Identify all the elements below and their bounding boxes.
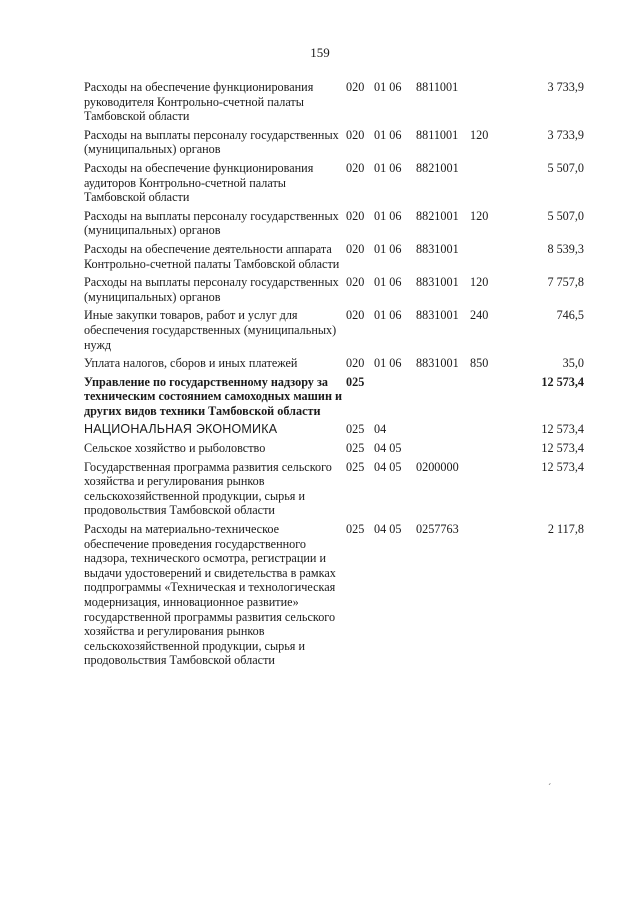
table-row (84, 460, 584, 522)
row-name: Управление по государственному надзору за техническим состоянием самоходных машин и других видов техники Тамбовской области (84, 374, 343, 418)
row-amount: 35,0 (562, 356, 584, 371)
row-amount: 5 507,0 (547, 160, 584, 175)
row-amount: 7 757,8 (547, 275, 584, 290)
row-amount: 3 733,9 (547, 80, 584, 94)
table-row (84, 522, 584, 672)
row-amount: 12 573,4 (541, 441, 584, 456)
row-name: Сельское хозяйство и рыболовство (84, 441, 266, 456)
table-row (84, 209, 584, 242)
row-ved-code: 025 (346, 459, 365, 474)
table-row (84, 80, 584, 128)
table-row (84, 375, 584, 423)
row-expense-type-code (470, 422, 506, 441)
row-expense-type-code (470, 161, 506, 209)
table-row (84, 441, 584, 460)
row-ved-code: 020 (346, 160, 365, 175)
row-ved-code: 025 (346, 441, 365, 456)
row-section-code: 04 05 (374, 441, 402, 456)
row-section-code: 01 06 (374, 160, 402, 175)
row-expense-type-code (470, 375, 506, 423)
row-section-code: 04 05 (374, 522, 402, 537)
row-target-code (416, 422, 470, 441)
row-amount: 8 539,3 (547, 241, 584, 256)
table-row (84, 275, 584, 308)
row-ved-code: 020 (346, 308, 365, 323)
row-section-code (374, 375, 416, 423)
row-name: Расходы на выплаты персоналу государственных (муниципальных) органов (84, 275, 339, 304)
row-section-code: 04 05 (374, 459, 402, 474)
row-target-code: 8811001 (416, 80, 459, 94)
row-expense-type-code: 240 (470, 308, 489, 323)
row-name: Иные закупки товаров, работ и услуг для обеспечения государственных (муниципальных) нужд (84, 308, 337, 352)
row-name: Расходы на обеспечение функционирования аудиторов Контрольно-счетной палаты Тамбовской области (84, 160, 314, 205)
row-ved-code: 020 (346, 241, 365, 256)
row-amount: 746,5 (556, 308, 584, 323)
row-amount: 3 733,9 (547, 127, 584, 142)
row-expense-type-code: 120 (470, 275, 489, 290)
row-target-code: 8831001 (416, 356, 459, 371)
row-name: Расходы на материально-техническое обеспечение проведения государственного надзора, технического осмотра, регистрации и выдачи удостоверений и свидетельства в рамках подпрограммы «Техническая и технологическая модернизация, инновационное развитие» государственной программы развития сельского хозяйства и регулирования рынков сельскохозяйственной продукции, сырья и продовольствия Тамбовской области (84, 522, 336, 668)
row-amount: 12 573,4 (541, 459, 584, 474)
row-ved-code: 025 (346, 374, 365, 389)
row-expense-type-code (470, 522, 506, 672)
row-amount: 2 117,8 (547, 522, 584, 537)
row-name: Расходы на выплаты персоналу государственных (муниципальных) органов (84, 127, 339, 157)
table-row (84, 242, 584, 275)
row-section-code: 01 06 (374, 127, 402, 142)
row-name: НАЦИОНАЛЬНАЯ ЭКОНОМИКА (84, 422, 278, 437)
budget-table (84, 80, 584, 672)
row-ved-code: 020 (346, 127, 365, 142)
row-section-code: 01 06 (374, 241, 402, 256)
row-expense-type-code (470, 460, 506, 522)
row-target-code: 8831001 (416, 241, 459, 256)
row-ved-code: 020 (346, 208, 365, 223)
row-target-code: 8831001 (416, 308, 459, 323)
row-target-code (416, 441, 470, 460)
table-row (84, 356, 584, 375)
table-row (84, 422, 584, 441)
row-expense-type-code: 850 (470, 356, 489, 371)
row-section-code: 01 06 (374, 208, 402, 223)
row-target-code: 0200000 (416, 459, 459, 474)
row-target-code: 0257763 (416, 522, 459, 537)
row-section-code: 01 06 (374, 275, 402, 290)
row-section-code: 01 06 (374, 80, 402, 94)
budget-table-body (84, 80, 584, 672)
row-expense-type-code (470, 441, 506, 460)
row-name: Расходы на обеспечение деятельности аппарата Контрольно-счетной палаты Тамбовской области (84, 241, 340, 271)
row-section-code: 04 (374, 422, 387, 437)
row-amount: 12 573,4 (541, 374, 584, 389)
scan-mark: ˊ (548, 783, 552, 794)
row-amount: 12 573,4 (541, 422, 584, 437)
row-ved-code: 020 (346, 275, 365, 290)
row-name: Расходы на выплаты персоналу государственных (муниципальных) органов (84, 208, 339, 238)
row-name: Расходы на обеспечение функционирования руководителя Контрольно-счетной палаты Тамбовской области (84, 80, 314, 124)
table-row (84, 128, 584, 161)
table-row (84, 308, 584, 356)
row-ved-code: 025 (346, 522, 365, 537)
row-name: Государственная программа развития сельского хозяйства и регулирования рынков сельскохозяйственной продукции, сырья и продовольствия Тамбовской области (84, 459, 332, 518)
table-row (84, 161, 584, 209)
row-section-code: 01 06 (374, 308, 402, 323)
row-expense-type-code: 120 (470, 208, 489, 223)
row-name: Уплата налогов, сборов и иных платежей (84, 356, 298, 371)
row-target-code: 8831001 (416, 275, 459, 290)
row-target-code: 8821001 (416, 160, 459, 175)
row-amount: 5 507,0 (547, 208, 584, 223)
row-target-code: 8811001 (416, 127, 459, 142)
row-ved-code: 020 (346, 356, 365, 371)
page-number: 159 (310, 45, 330, 60)
row-expense-type-code (470, 80, 506, 128)
row-expense-type-code: 120 (470, 127, 489, 142)
row-section-code: 01 06 (374, 356, 402, 371)
row-ved-code: 025 (346, 422, 365, 437)
row-target-code: 8821001 (416, 208, 459, 223)
row-ved-code: 020 (346, 80, 365, 94)
row-expense-type-code (470, 242, 506, 275)
row-target-code (416, 375, 470, 423)
